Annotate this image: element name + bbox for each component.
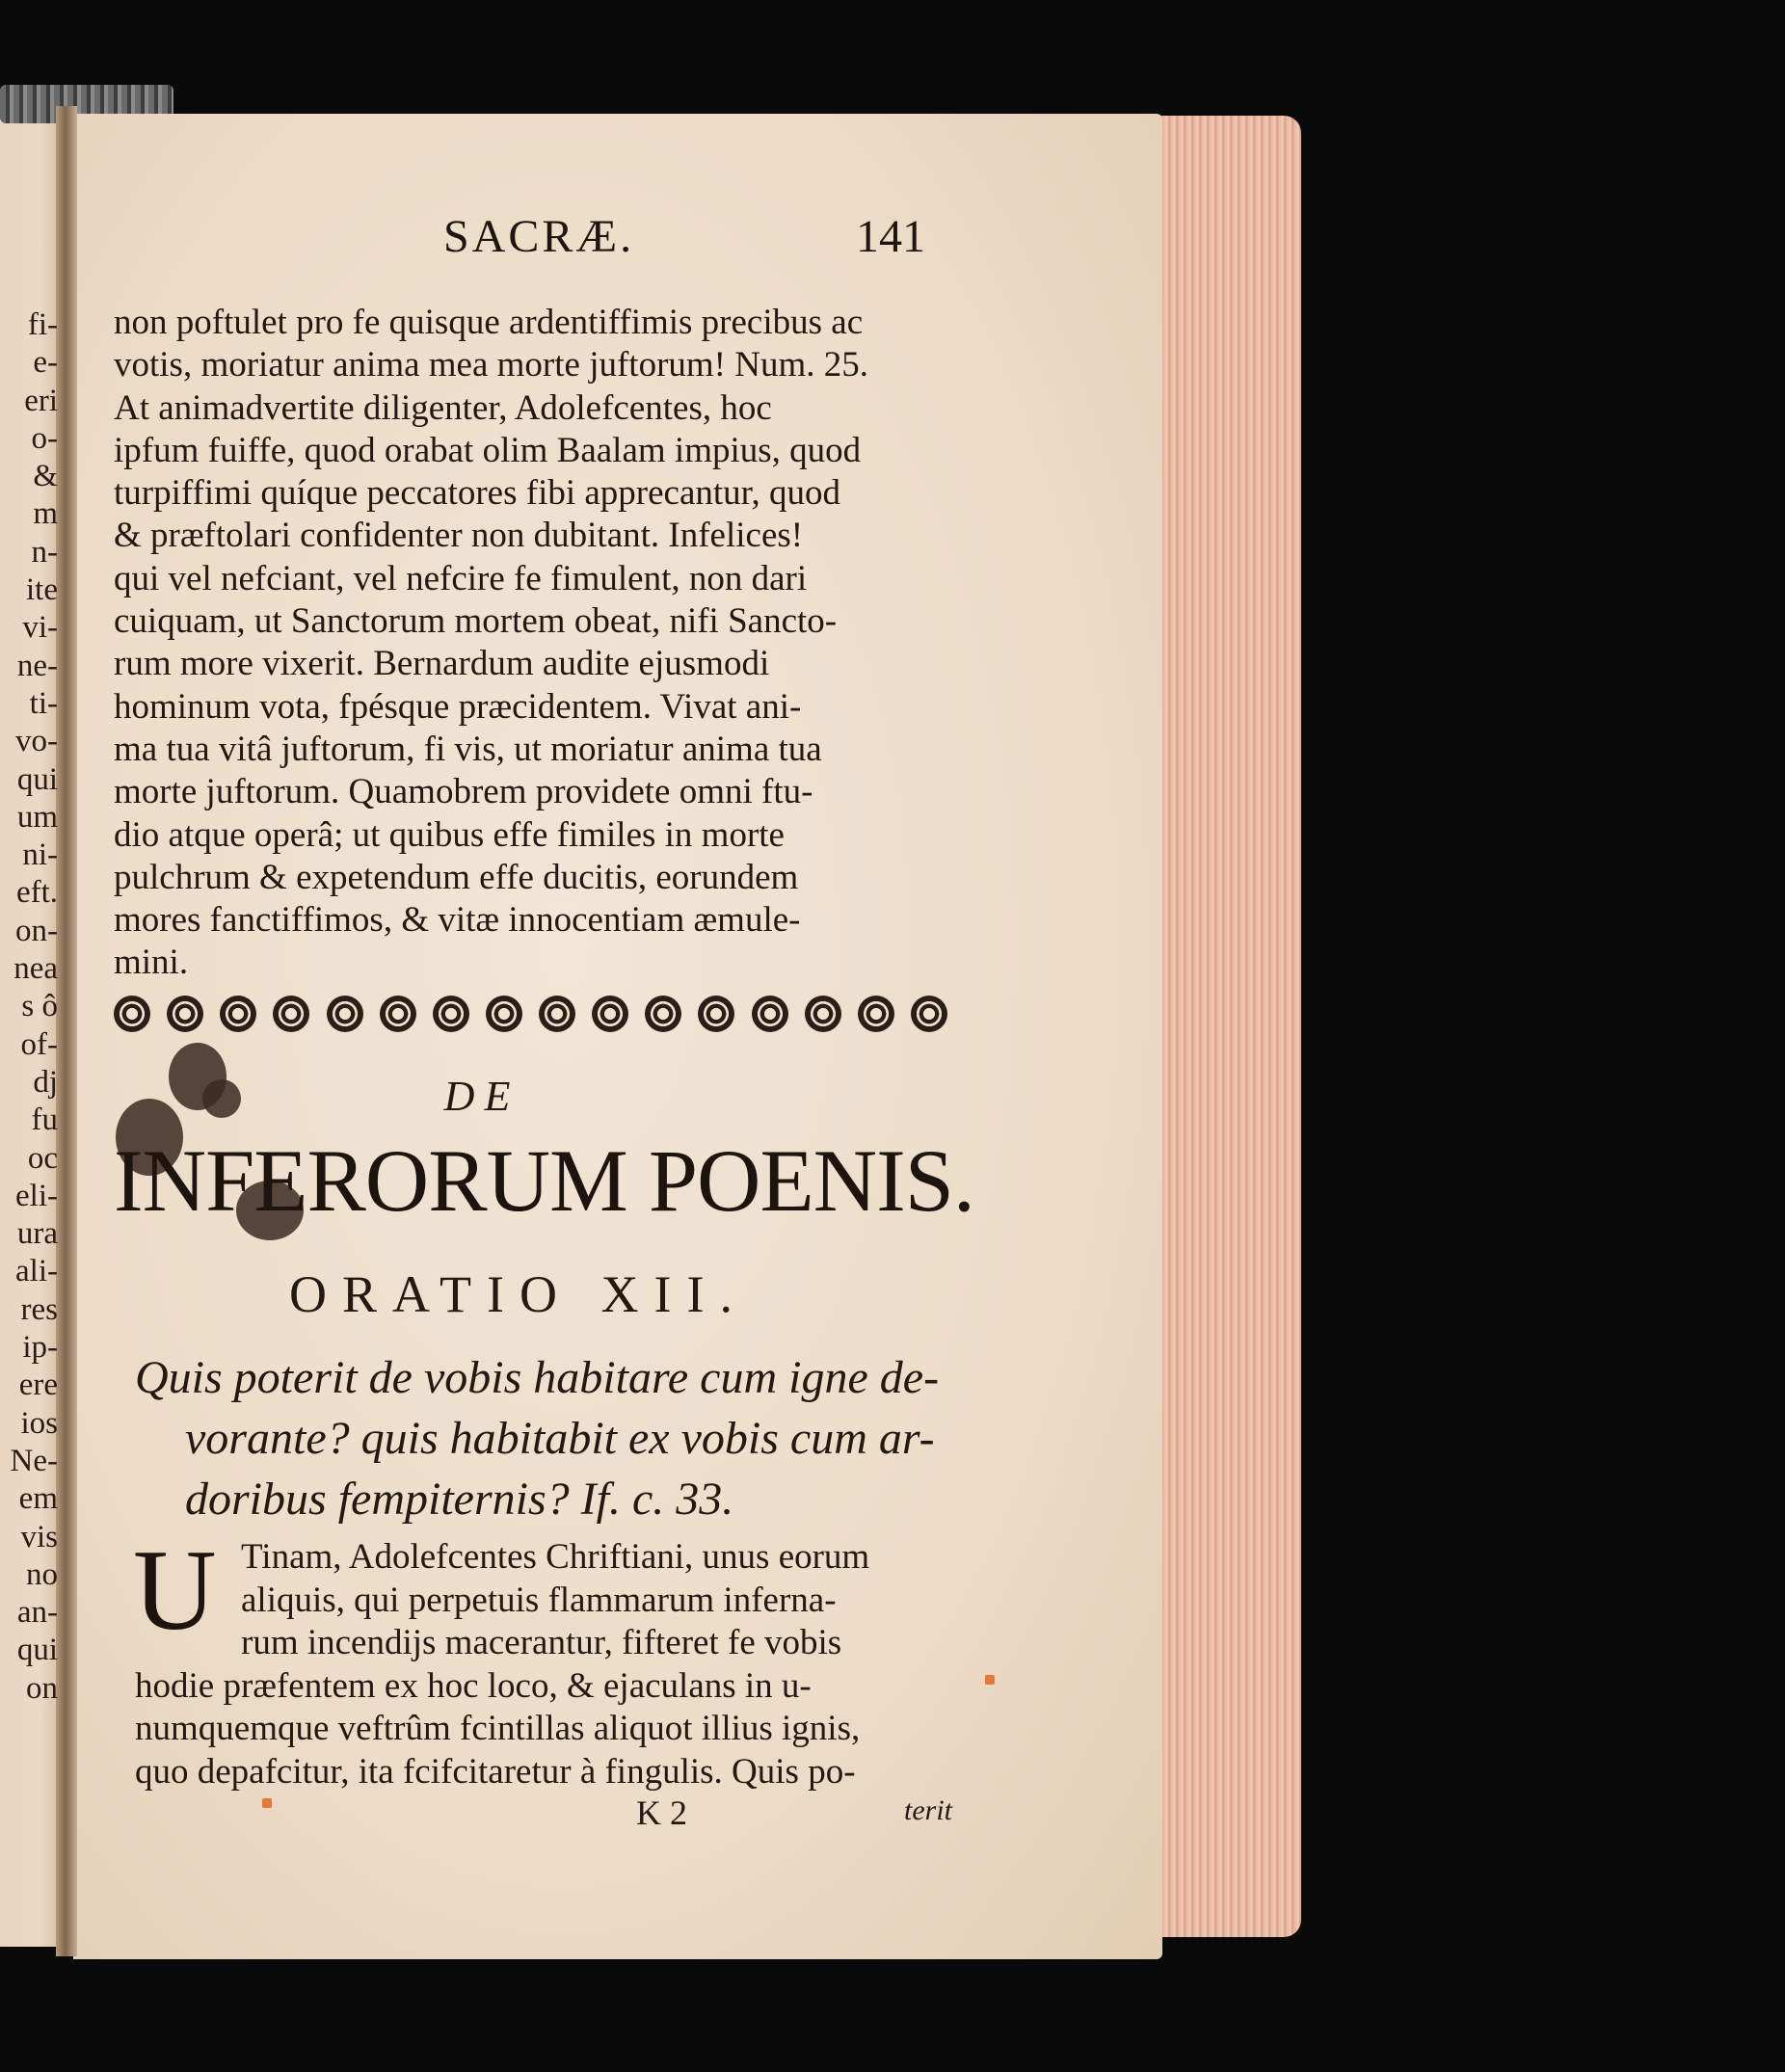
left-page-line-fragment: vis: [20, 1519, 58, 1554]
opening-text-line: hodie præfentem ex hoc loco, & ejaculans in u-: [135, 1665, 812, 1706]
opening-paragraph: [135, 1536, 973, 1793]
opening-text-line: Tinam, Adolefcentes Chriftiani, unus eorum: [241, 1537, 870, 1577]
ornament-flower-icon: [486, 996, 522, 1032]
body-text-line: hominum vota, fpésque præcidentem. Vivat ani-: [114, 686, 802, 727]
body-text-line: turpiffimi quíque peccatores fibi apprecantur, quod: [114, 473, 841, 514]
page-fore-edge: [1157, 116, 1301, 1937]
body-text-line: qui vel nefciant, vel nefcire fe fimulent, non dari: [114, 558, 808, 598]
body-text-line: votis, moriatur anima mea morte juftorum! Num. 25.: [114, 345, 868, 385]
left-page-line-fragment: Ne-: [10, 1443, 58, 1478]
left-page-line-fragment: fu: [31, 1102, 58, 1138]
body-text-line: At animadvertite diligenter, Adolefcentes, hoc: [114, 387, 772, 428]
ornament-flower-icon: [752, 996, 788, 1032]
left-page-line-fragment: vi-: [22, 610, 58, 646]
left-page-line-fragment: nea: [13, 951, 58, 987]
body-text-line: & præftolari confidenter non dubitant. Infelices!: [114, 516, 804, 556]
left-page-line-fragment: fi-: [27, 307, 58, 342]
epigraph-quote: [135, 1347, 973, 1529]
left-page-line-fragment: on: [26, 1670, 58, 1706]
left-page-line-fragment: eft.: [15, 875, 58, 911]
left-page-line-fragment: ali-: [15, 1254, 58, 1289]
oration-number: ORATIO XII.: [289, 1265, 748, 1323]
left-page-line-fragment: eli-: [15, 1178, 58, 1213]
ornament-flower-icon: [539, 996, 575, 1032]
opening-text-line: numquemque veftrûm fcintillas aliquot illius ignis,: [135, 1709, 861, 1748]
left-page-line-fragment: oc: [27, 1140, 58, 1176]
ornament-flower-icon: [167, 996, 203, 1032]
ornament-flower-icon: [645, 996, 681, 1032]
ornament-flower-icon: [805, 996, 841, 1032]
margin-mark: [262, 1798, 272, 1808]
margin-mark: [985, 1675, 995, 1685]
left-page-line-fragment: ip-: [22, 1330, 58, 1366]
page-number: 141: [856, 211, 925, 262]
body-text-line: morte juftorum. Quamobrem providete omni ftu-: [114, 772, 813, 812]
book-gutter: [56, 106, 77, 1956]
epigraph-line: Quis poterit de vobis habitare cum igne de-: [135, 1352, 940, 1403]
signature-mark: K 2: [636, 1793, 687, 1832]
body-text-line: mini.: [114, 943, 189, 983]
left-page-line-fragment: ere: [18, 1368, 58, 1403]
left-page-line-fragment: ni-: [22, 837, 58, 873]
left-page-text-fragments: [0, 306, 58, 1708]
body-text-line: dio atque operâ; ut quibus effe fimiles in morte: [114, 814, 785, 855]
ornament-flower-icon: [273, 996, 309, 1032]
left-page-line-fragment: dj: [33, 1064, 58, 1100]
left-page-line-fragment: qui: [16, 1633, 58, 1668]
left-page-line-fragment: ios: [20, 1405, 58, 1441]
opening-text-line: aliquis, qui perpetuis flammarum inferna-: [241, 1580, 837, 1620]
ornament-flower-icon: [858, 996, 894, 1032]
running-head: SACRÆ.: [443, 211, 635, 262]
left-page-line-fragment: qui: [16, 761, 58, 797]
title-prefix: DE: [443, 1073, 520, 1120]
ornament-flower-icon: [380, 996, 416, 1032]
body-text-line: non poftulet pro fe quisque ardentiffimis precibus ac: [114, 303, 864, 342]
chapter-title: INFERORUM POENIS.: [114, 1131, 974, 1230]
ornament-flower-icon: [592, 996, 628, 1032]
drop-capital: U: [133, 1526, 217, 1654]
left-page-line-fragment: on-: [15, 913, 58, 948]
epigraph-line: doribus fempiternis? If. c. 33.: [185, 1474, 734, 1525]
opening-text-line: rum incendijs macerantur, fifteret fe vobis: [241, 1623, 842, 1662]
ornament-flower-icon: [911, 996, 947, 1032]
left-page-line-fragment: ti-: [29, 685, 58, 721]
left-page-line-fragment: um: [16, 799, 58, 835]
left-page-line-fragment: n-: [31, 534, 58, 570]
body-text-line: pulchrum & expetendum effe ducitis, eorundem: [114, 857, 799, 897]
left-page-line-fragment: res: [20, 1291, 58, 1327]
left-page-line-fragment: &: [33, 459, 58, 494]
left-page-line-fragment: s ô: [21, 989, 58, 1024]
catchword: terit: [904, 1794, 952, 1826]
opening-text-line: quo depafcitur, ita fcifcitaretur à fingulis. Quis po-: [135, 1751, 856, 1792]
left-page-line-fragment: e-: [33, 345, 58, 381]
left-page-line-fragment: eri: [24, 383, 58, 418]
left-page-line-fragment: m: [33, 496, 58, 532]
epigraph-line: vorante? quis habitabit ex vobis cum ar-: [185, 1413, 935, 1464]
left-page-line-fragment: vo-: [15, 724, 58, 759]
left-page-line-fragment: of-: [20, 1026, 58, 1062]
body-text-line: mores fanctiffimos, & vitæ innocentiam æmule-: [114, 900, 801, 941]
left-page-line-fragment: ura: [16, 1216, 58, 1252]
body-text: [114, 302, 943, 985]
left-page-line-fragment: an-: [16, 1595, 58, 1631]
body-text-line: ma tua vitâ juftorum, fi vis, ut moriatur anima tua: [114, 729, 822, 769]
ornament-flower-icon: [327, 996, 363, 1032]
ornament-flower-icon: [433, 996, 469, 1032]
body-text-line: cuiquam, ut Sanctorum mortem obeat, nifi Sancto-: [114, 601, 838, 642]
left-page-line-fragment: em: [18, 1481, 58, 1517]
body-text-line: rum more vixerit. Bernardum audite ejusmodi: [114, 644, 770, 684]
body-text-line: ipfum fuiffe, quod orabat olim Baalam impius, quod: [114, 430, 862, 470]
left-page-line-fragment: o-: [31, 420, 58, 456]
left-page-line-fragment: ite: [26, 572, 58, 608]
ornament-flower-icon: [220, 996, 256, 1032]
left-page-line-fragment: no: [26, 1556, 58, 1592]
ornament-flower-icon: [698, 996, 734, 1032]
left-page-line-fragment: ne-: [16, 648, 58, 683]
ornament-flower-icon: [114, 996, 150, 1032]
ornament-border: [114, 991, 947, 1037]
